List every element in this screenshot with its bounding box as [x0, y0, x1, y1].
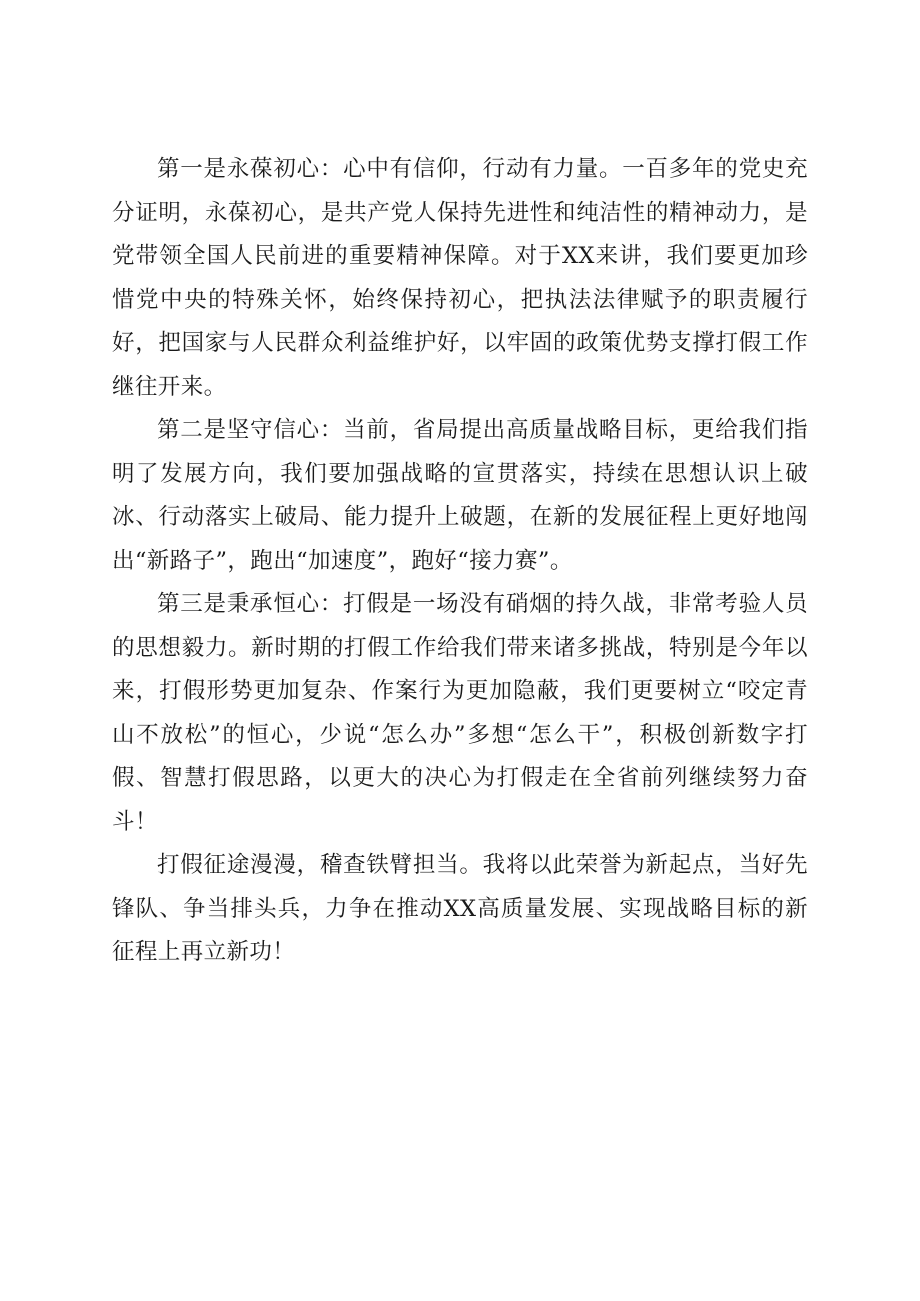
paragraph-initial-heart: 第一是永葆初心：心中有信仰，行动有力量。一百多年的党史充分证明，永葆初心，是共产党人保持先进性和纯洁性的精神动力，是党带领全国人民前进的重要精神保障。对于XX来讲，我们要更加珍惜党中央的特殊关怀，始终保持初心，把执法法律赋予的职责履行好，把国家与人民群众利益维护好，以牢固的政策优势支撑打假工作继往开来。 — [112, 156, 808, 400]
document-body — [112, 148, 808, 975]
paragraph-perseverance: 第三是秉承恒心：打假是一场没有硝烟的持久战，非常考验人员的思想毅力。新时期的打假工作给我们带来诸多挑战，特别是今年以来，打假形势更加复杂、作案行为更加隐蔽，我们更要树立“咬定青山不放松”的恒心，少说“怎么办”多想“怎么干”，积极创新数字打假、智慧打假思路，以更大的决心为打假走在全省前列继续努力奋斗！ — [112, 591, 808, 835]
paragraph-confidence: 第二是坚守信心：当前，省局提出高质量战略目标，更给我们指明了发展方向，我们要加强战略的宣贯落实，持续在思想认识上破冰、行动落实上破局、能力提升上破题，在新的发展征程上更好地闯出“新路子”，跑出“加速度”，跑好“接力赛”。 — [112, 417, 808, 574]
paragraph-closing: 打假征途漫漫，稽查铁臂担当。我将以此荣誉为新起点，当好先锋队、争当排头兵，力争在推动XX高质量发展、实现战略目标的新征程上再立新功！ — [112, 852, 808, 965]
